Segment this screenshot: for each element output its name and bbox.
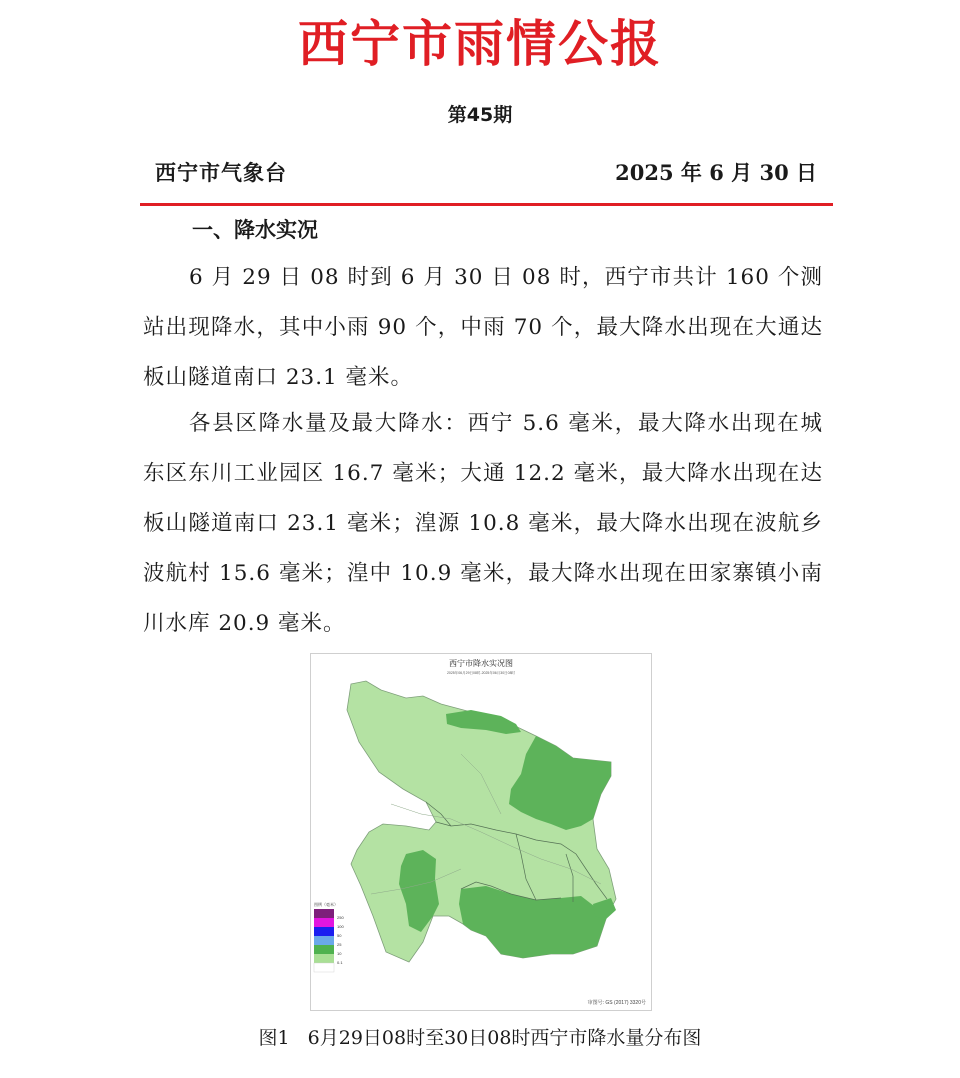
legend-level-4: 25 — [337, 942, 342, 947]
legend-swatch-3 — [314, 927, 334, 936]
precipitation-map — [311, 654, 651, 1010]
header-divider — [140, 203, 833, 206]
legend-level-1: 250 — [337, 915, 344, 920]
legend-level-3: 50 — [337, 933, 342, 938]
precipitation-map-figure — [310, 653, 652, 1011]
map-subtitle: 2025年06月29日08时-2025年06月30日08时 — [446, 671, 516, 675]
caption-number: 图1 — [258, 1027, 290, 1049]
map-title: 西宁市降水实况图 — [449, 659, 513, 668]
issue-number: 第45期 — [447, 104, 513, 126]
legend-swatch-5 — [314, 945, 334, 954]
bulletin-title: 西宁市雨情公报 — [298, 15, 662, 73]
legend-level-2: 100 — [337, 924, 344, 929]
paragraph-county-details: 各县区降水量及最大降水：西宁 5.6 毫米，最大降水出现在城东区东川工业园区 16.7 毫米；大通 12.2 毫米，最大降水出现在达板山隧道南口 23.1 毫米；湟源 10.8 毫米，最大降水出现在波航乡波航村 15.6 毫米；湟中 10.9 毫米，最大降水出现在田家寨镇小南川水库 20.9 毫米。 — [143, 411, 823, 636]
publisher: 西宁市气象台 — [155, 160, 287, 185]
map-approval-number: 审图号: GS (2017) 3320号 — [587, 1000, 646, 1006]
legend-swatch-4 — [314, 936, 334, 945]
publish-date: 2025 年 6 月 30 日 — [615, 160, 817, 185]
map-legend — [314, 901, 344, 972]
legend-swatch-6 — [314, 954, 334, 963]
legend-level-6: 0.1 — [337, 960, 343, 965]
legend-swatch-7 — [314, 963, 334, 972]
figure-caption — [0, 1023, 960, 1050]
caption-text: 6月29日08时至30日08时西宁市降水量分布图 — [307, 1027, 702, 1049]
legend-title: 图例（毫米） — [314, 902, 338, 907]
paragraph-overview: 6 月 29 日 08 时到 6 月 30 日 08 时，西宁市共计 160 个测站出现降水，其中小雨 90 个，中雨 70 个，最大降水出现在大通达板山隧道南口 23.1 毫米。 — [143, 265, 823, 390]
legend-swatch-2 — [314, 918, 334, 927]
legend-level-5: 10 — [337, 951, 342, 956]
section-heading: 一、降水实况 — [192, 218, 318, 242]
legend-swatch-1 — [314, 909, 334, 918]
